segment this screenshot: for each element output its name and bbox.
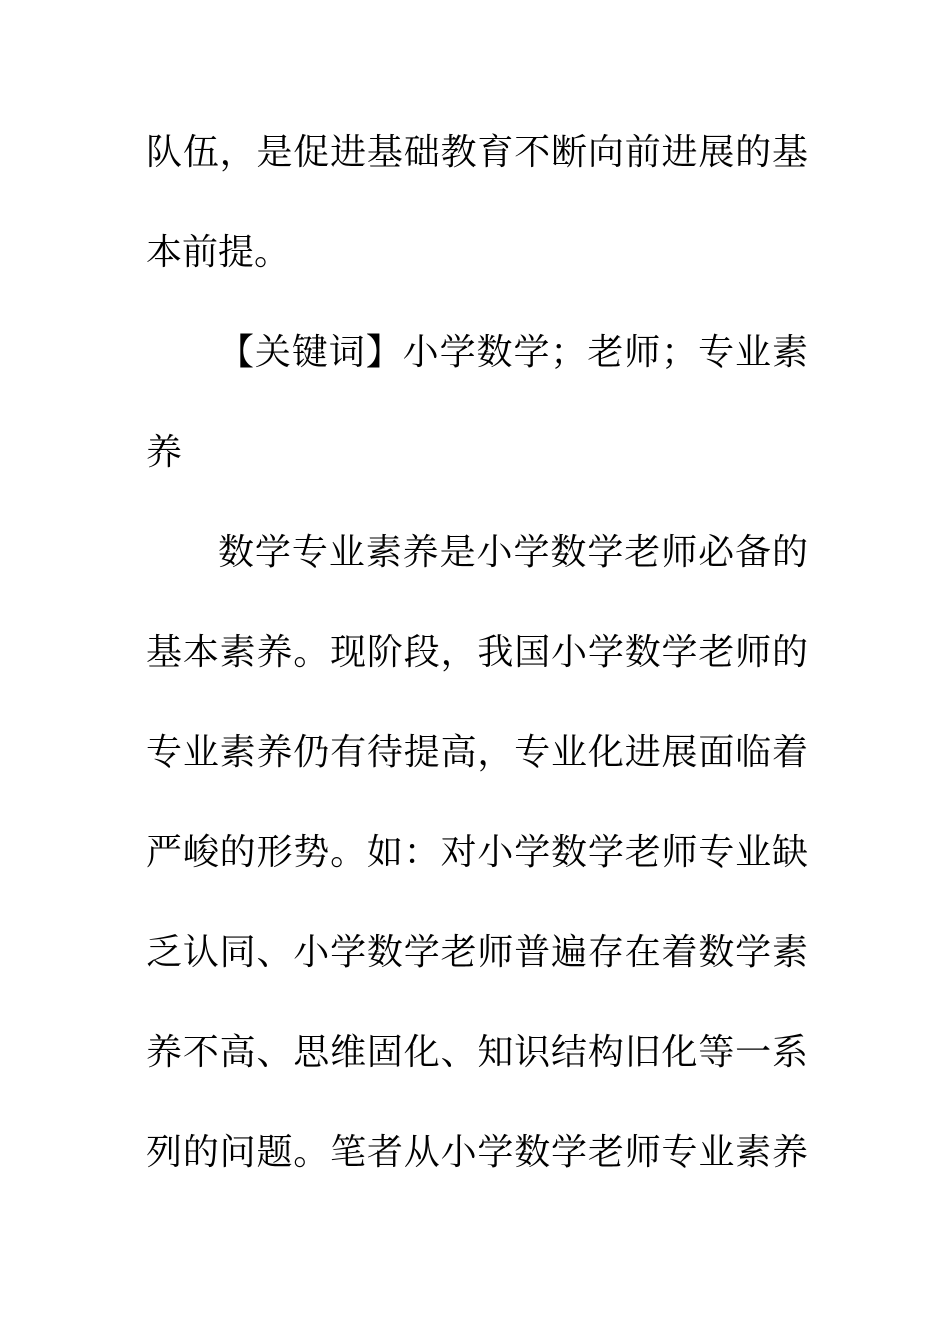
text-line-11: 列的问题。笔者从小学数学老师专业素养 <box>146 1132 808 1173</box>
text-line-6: 基本素养。现阶段，我国小学数学老师的 <box>146 632 808 673</box>
text-line-9: 乏认同、小学数学老师普遍存在着数学素 <box>146 932 808 973</box>
text-line-7: 专业素养仍有待提高，专业化进展面临着 <box>146 732 808 773</box>
text-line-8: 严峻的形势。如：对小学数学老师专业缺 <box>146 832 808 873</box>
paragraph-first-line: 数学专业素养是小学数学老师必备的 <box>218 532 808 573</box>
text-line-1: 队伍，是促进基础教育不断向前进展的基 <box>146 132 808 173</box>
text-line-2: 本前提。 <box>146 232 291 273</box>
text-line-4: 养 <box>146 432 183 473</box>
text-line-10: 养不高、思维固化、知识结构旧化等一系 <box>146 1032 808 1073</box>
keywords-line: 【关键词】小学数学；老师；专业素 <box>218 332 808 373</box>
